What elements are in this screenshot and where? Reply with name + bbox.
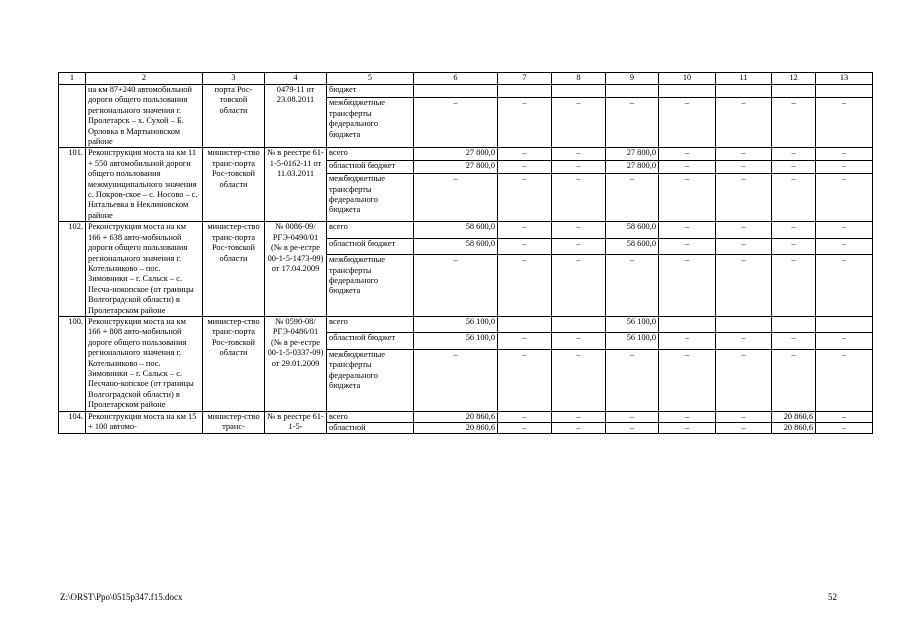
column-header: 11 [716,73,772,85]
amount-cell [659,316,716,332]
amount-cell: – [816,411,873,422]
funding-source: всего [327,148,414,161]
amount-cell [716,85,772,98]
funding-source: межбюджетные трансферты федерального бюджета [327,98,414,148]
amount-cell: – [716,349,772,411]
amount-cell: – [498,255,552,317]
row-number: 102. [59,222,86,317]
row-number: 100. [59,316,86,411]
document-ref: № 0086-09/РГЭ-0490/01 (№ в ре-естре 00-1-5-1473-09) от 17.04.2009 [265,222,327,317]
amount-cell: – [606,255,659,317]
amount-cell: – [552,98,606,148]
responsible-org: министер-ство транс- [203,411,265,434]
amount-cell: – [552,255,606,317]
column-header: 1 [59,73,86,85]
amount-cell: – [498,238,552,254]
amount-cell: – [716,98,772,148]
amount-cell: – [716,333,772,349]
amount-cell: – [606,411,659,422]
amount-cell: – [498,423,552,434]
funding-source: межбюджетные трансферты федерального бюджета [327,255,414,317]
amount-cell: – [772,98,816,148]
amount-cell: – [716,161,772,174]
table-body [59,85,873,434]
amount-cell: – [659,98,716,148]
amount-cell: – [414,174,498,222]
object-name: на км 87+240 автомобильной дороги общего пользования регионального значения г. Пролетарск – х. Сухой – Б. Орловка в Мартыновском районе [86,85,203,148]
amount-cell: 56 100,0 [606,316,659,332]
amount-cell: – [772,238,816,254]
budget-table [58,72,873,434]
column-header: 10 [659,73,716,85]
funding-source: областной бюджет [327,333,414,349]
amount-cell: – [772,222,816,238]
amount-cell: 20 860,6 [414,411,498,422]
header-row [59,73,873,85]
document-ref: 0479-11 от 23.08.2011 [265,85,327,148]
amount-cell: – [816,148,873,161]
column-header: 2 [86,73,203,85]
document-ref: № в реестре 61-1-5-0162-11 от 11.03.2011 [265,148,327,222]
amount-cell: – [498,174,552,222]
responsible-org: министер-ство транс-порта Рос-товской области [203,148,265,222]
amount-cell: – [816,349,873,411]
table-row [59,411,873,422]
amount-cell: – [659,174,716,222]
amount-cell: – [816,423,873,434]
amount-cell: – [816,222,873,238]
column-header: 12 [772,73,816,85]
amount-cell: 27 800,0 [606,161,659,174]
funding-source: межбюджетные трансферты федерального бюджета [327,174,414,222]
amount-cell: – [498,161,552,174]
amount-cell [659,85,716,98]
amount-cell: – [716,255,772,317]
responsible-org: министер-ство транс-порта Рос-товской области [203,316,265,411]
amount-cell: – [816,174,873,222]
amount-cell: 27 800,0 [606,148,659,161]
table-row [59,85,873,98]
funding-source: межбюджетные трансферты федерального бюджета [327,349,414,411]
amount-cell: – [606,423,659,434]
table-row [59,148,873,161]
amount-cell: 27 800,0 [414,148,498,161]
amount-cell: 58 600,0 [606,238,659,254]
amount-cell [772,85,816,98]
responsible-org: порта Рос-товской области [203,85,265,148]
amount-cell: – [659,411,716,422]
object-name: Реконструкция моста на км 15 + 100 автомо- [86,411,203,434]
amount-cell: – [716,222,772,238]
column-header: 8 [552,73,606,85]
funding-source: всего [327,316,414,332]
amount-cell: – [659,255,716,317]
object-name: Реконструкция моста на км 166 + 638 авто-мобильной дороги общего пользования регионального значения г. Котельниково – пос. Зимовники – г. Сальск – с. Песча-нокопское (от границы Волгоградской области) в Пролетарском районе [86,222,203,317]
amount-cell [552,316,606,332]
amount-cell: – [716,148,772,161]
funding-source: всего [327,222,414,238]
amount-cell: – [552,411,606,422]
amount-cell: – [772,161,816,174]
row-number [59,85,86,148]
file-path: Z:\ORST\Ppo\0515p347.f15.docx [60,592,183,602]
amount-cell: 27 800,0 [414,161,498,174]
funding-source: областной бюджет [327,238,414,254]
column-header: 3 [203,73,265,85]
amount-cell: – [816,255,873,317]
amount-cell: – [816,161,873,174]
amount-cell: – [498,349,552,411]
amount-cell: – [716,174,772,222]
amount-cell: – [498,148,552,161]
document-ref: № в реестре 61-1-5- [265,411,327,434]
amount-cell: 56 100,0 [414,333,498,349]
amount-cell: – [606,98,659,148]
amount-cell: – [606,174,659,222]
amount-cell: – [498,411,552,422]
amount-cell: – [552,333,606,349]
amount-cell: – [816,98,873,148]
funding-source: бюджет [327,85,414,98]
amount-cell: – [552,148,606,161]
amount-cell: – [772,255,816,317]
amount-cell: – [659,333,716,349]
amount-cell: 56 100,0 [414,316,498,332]
amount-cell: – [552,238,606,254]
amount-cell: – [498,222,552,238]
amount-cell: – [606,349,659,411]
amount-cell: – [772,174,816,222]
amount-cell [816,85,873,98]
amount-cell: – [716,411,772,422]
funding-source: областной [327,423,414,434]
funding-source: областной бюджет [327,161,414,174]
amount-cell: – [716,238,772,254]
amount-cell: – [414,98,498,148]
amount-cell: – [552,222,606,238]
amount-cell: – [772,148,816,161]
amount-cell: – [659,222,716,238]
column-header: 5 [327,73,414,85]
column-header: 9 [606,73,659,85]
amount-cell: – [552,174,606,222]
amount-cell [816,316,873,332]
amount-cell: 20 860,6 [772,411,816,422]
amount-cell [552,85,606,98]
table-row [59,222,873,238]
amount-cell: – [659,238,716,254]
amount-cell: – [659,161,716,174]
amount-cell: – [414,349,498,411]
funding-source: всего [327,411,414,422]
amount-cell: – [552,161,606,174]
column-header: 4 [265,73,327,85]
amount-cell: – [498,333,552,349]
document-ref: № 0590-08/РГЭ-0486/01 (№ в ре-естре 00-1-5-0337-09) от 29.01.2009 [265,316,327,411]
amount-cell: 58 600,0 [606,222,659,238]
amount-cell: – [552,349,606,411]
amount-cell [498,316,552,332]
amount-cell: 58 600,0 [414,222,498,238]
amount-cell: – [552,423,606,434]
amount-cell: – [498,98,552,148]
amount-cell [606,85,659,98]
amount-cell: – [716,423,772,434]
amount-cell: – [816,333,873,349]
row-number: 104. [59,411,86,434]
column-header: 7 [498,73,552,85]
row-number: 101. [59,148,86,222]
amount-cell [772,316,816,332]
object-name: Реконструкция моста на км 11 + 550 автомобильной дороги общего пользования межмуниципального значения с. Покров-ское – с. Носово – с. Натальевка в Неклиновском районе [86,148,203,222]
amount-cell: – [659,349,716,411]
object-name: Реконструкция моста на км 166 + 808 авто-мобильной дороге общего пользования регионального значения г. Котельниково – пос. Зимовники – г. Сальск – с. Песчано-копское (от границы Волгоградской области) в Пролетарском районе [86,316,203,411]
amount-cell: 20 860,6 [772,423,816,434]
amount-cell: 20 860,6 [414,423,498,434]
amount-cell: – [414,255,498,317]
amount-cell: – [772,349,816,411]
column-header: 6 [414,73,498,85]
amount-cell [414,85,498,98]
amount-cell: – [659,148,716,161]
page-number: 52 [828,592,837,602]
amount-cell [716,316,772,332]
amount-cell: 56 100,0 [606,333,659,349]
amount-cell: – [816,238,873,254]
amount-cell: – [772,333,816,349]
amount-cell: 58 600,0 [414,238,498,254]
amount-cell: – [659,423,716,434]
table-row [59,316,873,332]
responsible-org: министер-ство транс-порта Рос-товской области [203,222,265,317]
amount-cell [498,85,552,98]
column-header: 13 [816,73,873,85]
